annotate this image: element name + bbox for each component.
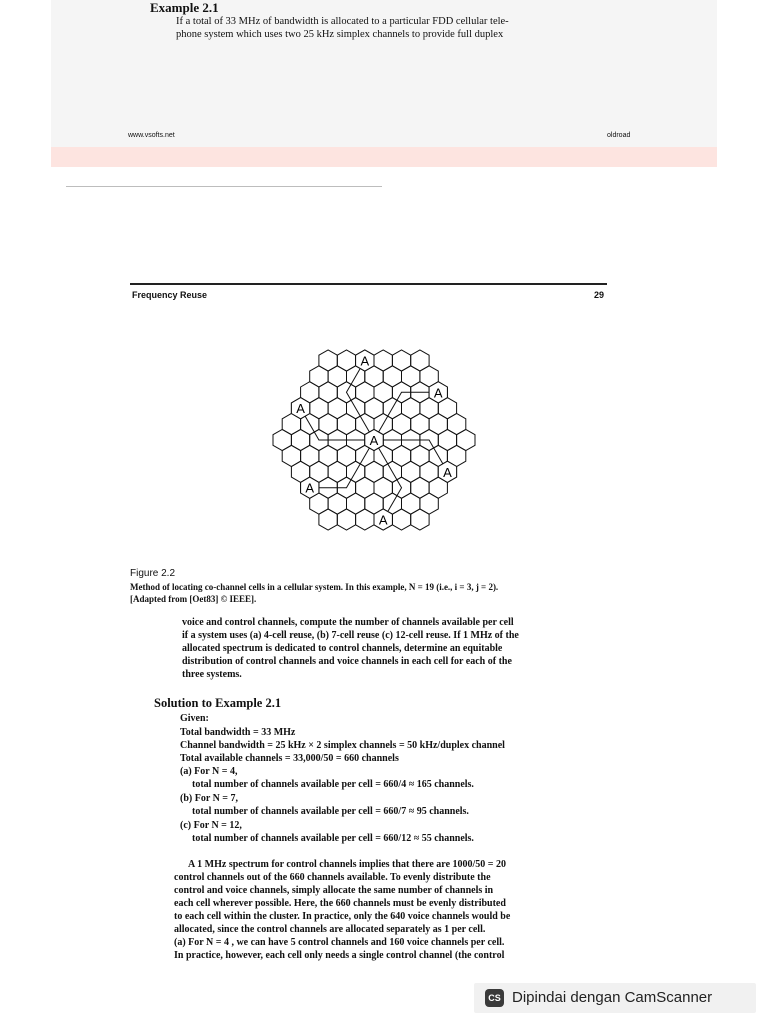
example-title: Example 2.1 (150, 0, 219, 15)
running-head: Frequency Reuse (132, 290, 208, 300)
page-footer-left: www.vsofts.net (128, 132, 175, 139)
solution-paragraph-line: control channels out of the 660 channels available. To evenly distribute the (174, 872, 491, 883)
body-text-line: distribution of control channels and voice channels in each cell for each of the (182, 656, 512, 667)
hexagonal-cell-diagram (262, 345, 487, 535)
body-text-line: three systems. (182, 669, 242, 680)
solution-line: (b) For N = 7, (180, 793, 239, 804)
solution-line: (c) For N = 12, (180, 820, 242, 831)
page-separator-band (51, 147, 717, 167)
solution-paragraph-line: A 1 MHz spectrum for control channels implies that there are 1000/50 = 20 (188, 859, 506, 870)
header-rule (130, 283, 607, 285)
example-text-line: If a total of 33 MHz of bandwidth is allocated to a particular FDD cellular tele- (176, 16, 509, 27)
page-footer-right: oldroad (607, 132, 631, 139)
solution-paragraph-line: control and voice channels, simply allocate the same number of channels in (174, 885, 494, 896)
solution-line: (a) For N = 4, (180, 766, 238, 777)
co-channel-label: A (443, 464, 452, 480)
figure-label: Figure 2.2 (130, 568, 176, 579)
divider (66, 186, 382, 187)
camscanner-logo-icon: CS (485, 989, 504, 1007)
watermark-text: Dipindai dengan CamScanner (512, 989, 713, 1006)
co-channel-label: A (369, 433, 379, 448)
figure-caption-line: [Adapted from [Oet83] © IEEE]. (130, 594, 257, 604)
solution-title: Solution to Example 2.1 (154, 696, 282, 710)
body-text-line: allocated spectrum is dedicated to control channels, determine an equitable (182, 643, 503, 654)
co-channel-label: A (296, 401, 305, 417)
solution-paragraph-line: allocated, since the control channels are allocated separately as 1 per cell. (174, 924, 486, 935)
co-channel-label: A (378, 512, 388, 528)
solution-line: Channel bandwidth = 25 kHz × 2 simplex channels = 50 kHz/duplex channel (180, 740, 505, 751)
solution-paragraph-line: each cell wherever possible. Here, the 660 channels must be evenly distributed (174, 898, 506, 909)
camscanner-watermark (474, 983, 756, 1013)
body-text-line: if a system uses (a) 4-cell reuse, (b) 7-cell reuse (c) 12-cell reuse. If 1 MHz of the (182, 630, 519, 641)
co-channel-markers (291, 350, 456, 530)
figure-caption-line: Method of locating co-channel cells in a cellular system. In this example, N = 19 (i.e., i = 3, j = 2). (130, 582, 499, 592)
body-text-line: voice and control channels, compute the number of channels available per cell (182, 617, 514, 628)
example-text-line: phone system which uses two 25 kHz simplex channels to provide full duplex (176, 29, 504, 40)
co-channel-label: A (433, 385, 443, 401)
solution-line: Given: (180, 713, 209, 724)
solution-line: total number of channels available per cell = 660/4 ≈ 165 channels. (192, 779, 474, 790)
solution-paragraph-line: to each cell within the cluster. In practice, only the 640 voice channels would be (174, 911, 511, 922)
page-number: 29 (594, 290, 605, 300)
co-channel-label: A (305, 480, 315, 496)
solution-line: Total bandwidth = 33 MHz (180, 727, 296, 738)
hex-cell (457, 429, 475, 450)
solution-line: total number of channels available per cell = 660/7 ≈ 95 channels. (192, 806, 469, 817)
co-channel-label: A (360, 353, 370, 369)
solution-paragraph-line: In practice, however, each cell only needs a single control channel (the control (174, 950, 505, 961)
solution-line: total number of channels available per cell = 660/12 ≈ 55 channels. (192, 833, 474, 844)
solution-paragraph-line: (a) For N = 4 , we can have 5 control channels and 160 voice channels per cell. (174, 937, 505, 948)
solution-line: Total available channels = 33,000/50 = 660 channels (180, 753, 399, 764)
